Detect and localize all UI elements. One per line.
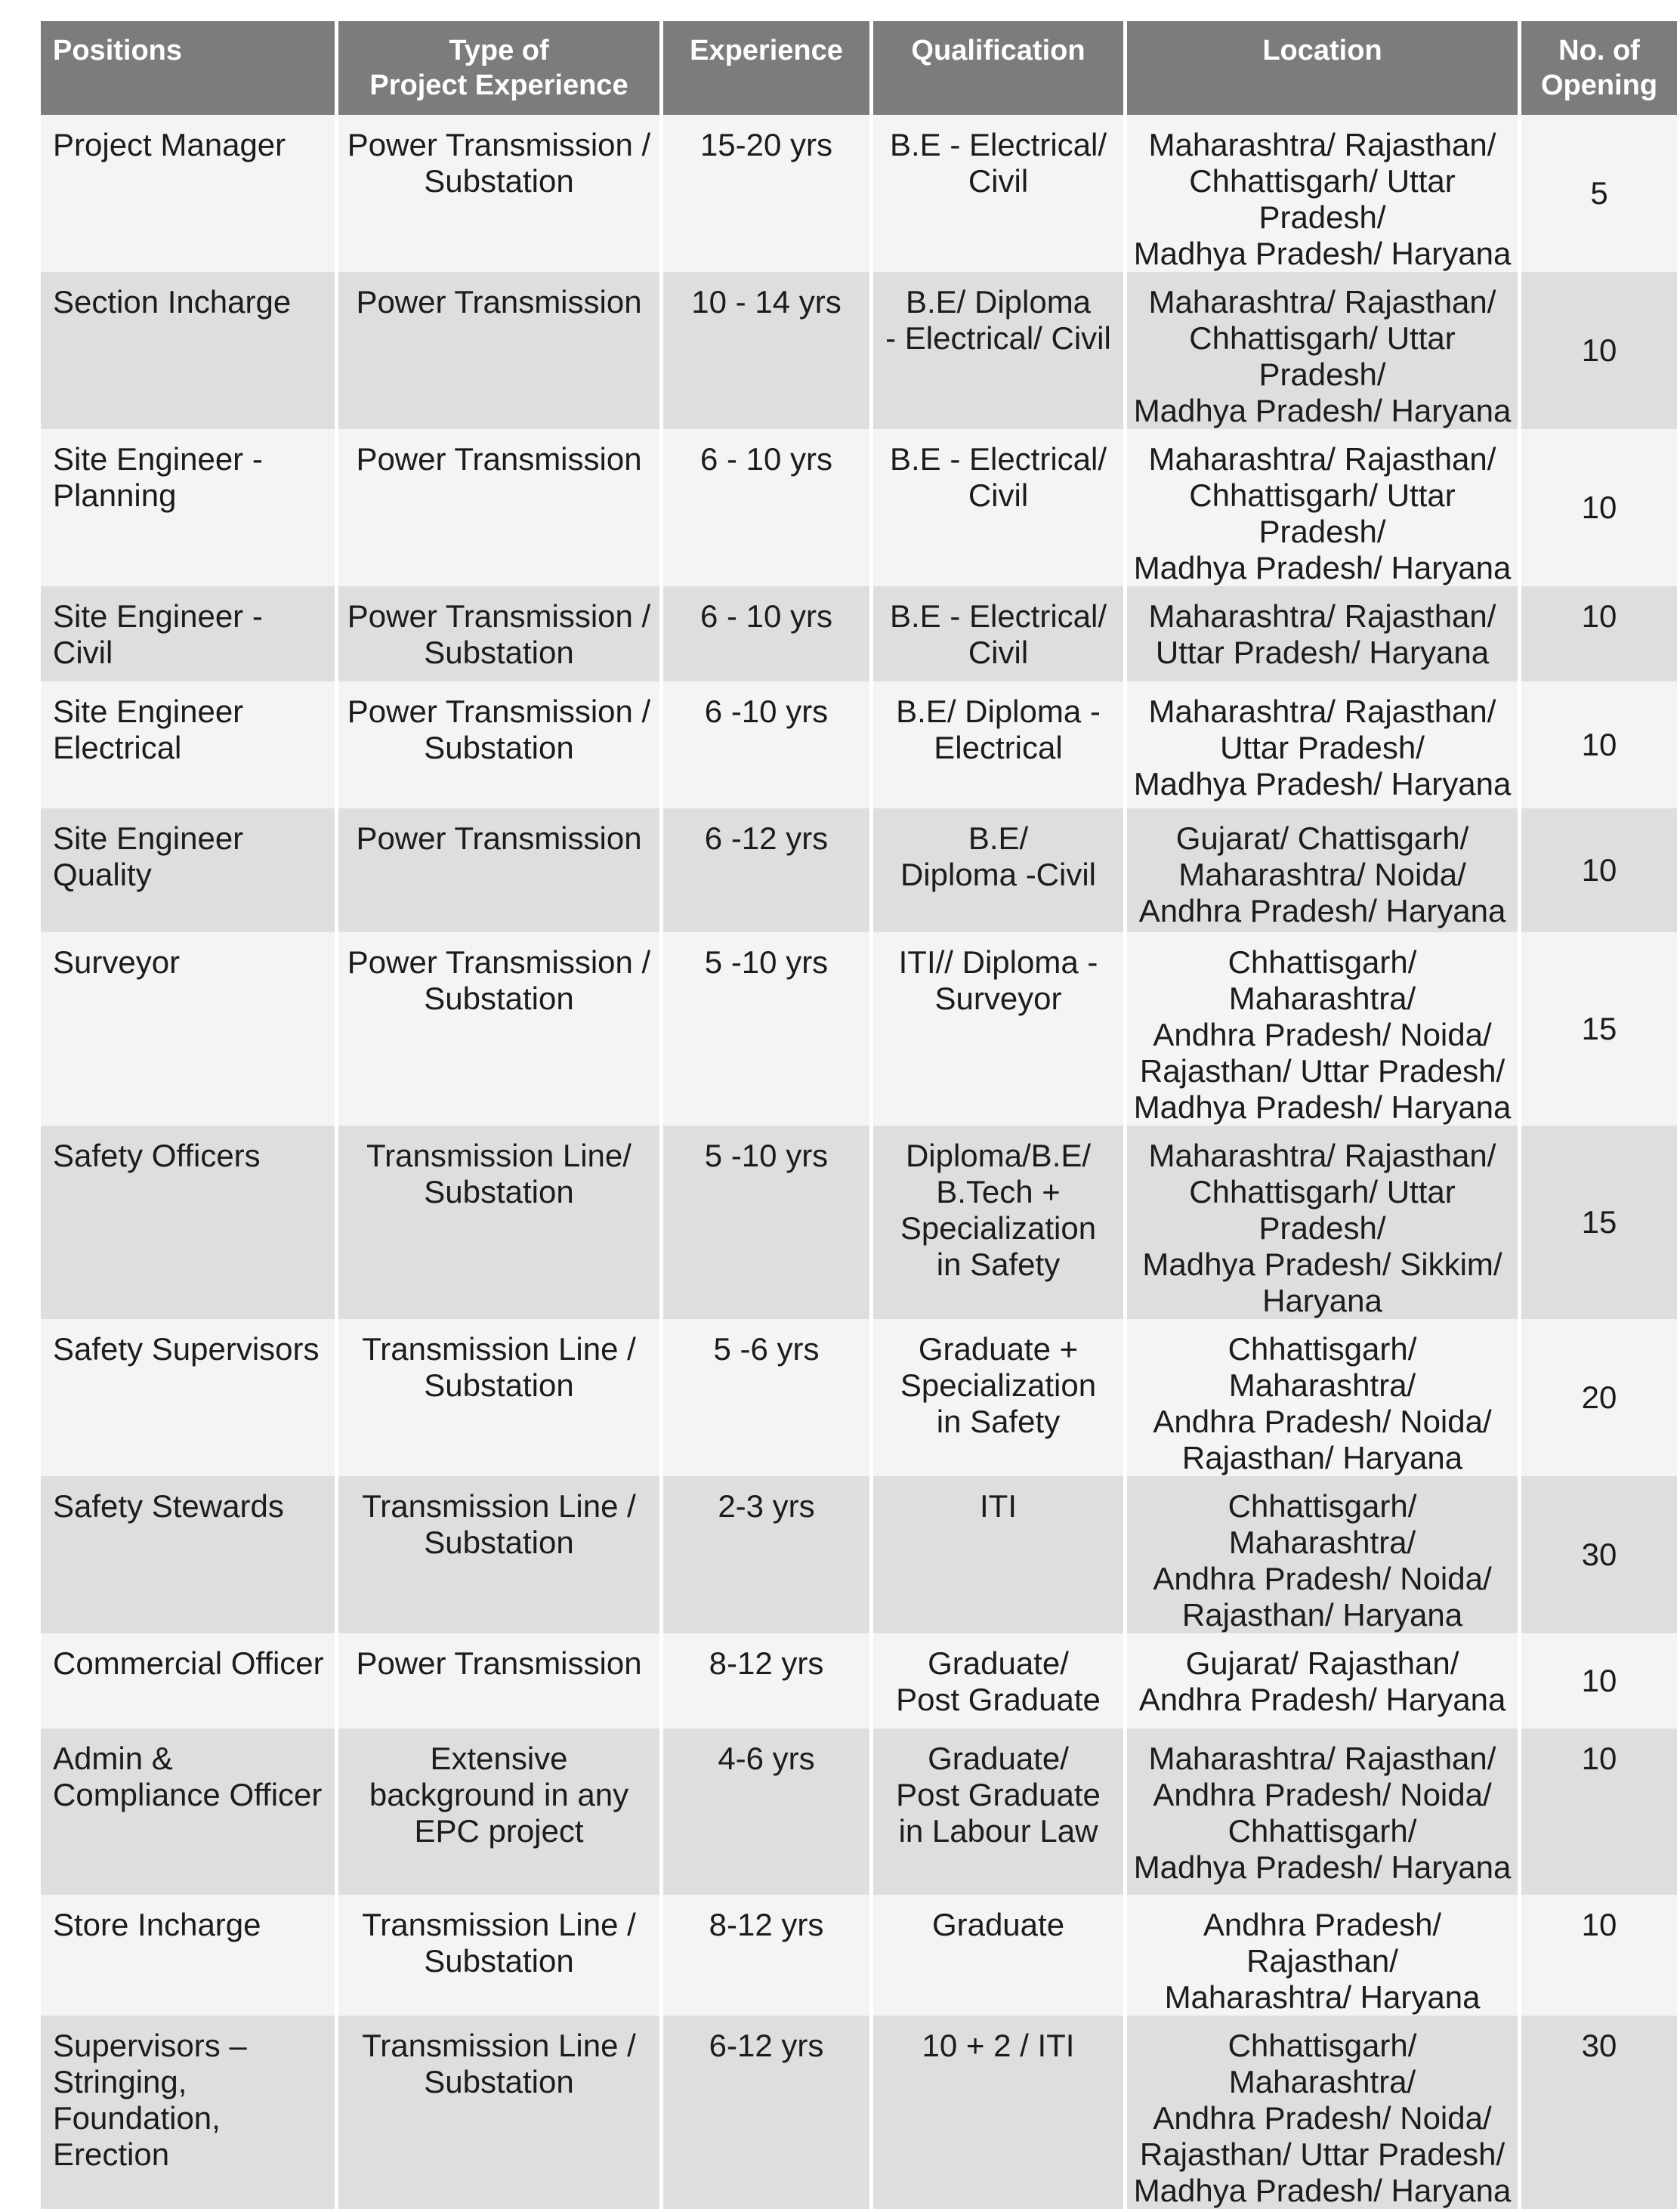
qualification-cell: B.E - Electrical/ Civil xyxy=(873,115,1127,272)
table-row xyxy=(41,586,1677,681)
position-cell: Store Incharge xyxy=(41,1895,338,2016)
table-row xyxy=(41,1126,1677,1319)
qualification-cell: Graduate/ Post Graduate xyxy=(873,1633,1127,1729)
openings-cell: 30 xyxy=(1521,1476,1677,1633)
qualification-cell: ITI// Diploma - Surveyor xyxy=(873,932,1127,1126)
project-type-cell: Power Transmission / Substation xyxy=(338,586,663,681)
position-cell: Surveyor xyxy=(41,932,338,1126)
table-row xyxy=(41,681,1677,808)
header-no-of-opening: No. of Opening xyxy=(1521,21,1677,115)
header-location: Location xyxy=(1127,21,1521,115)
position-cell: Supervisors – Stringing, Foundation, Erection xyxy=(41,2016,338,2209)
openings-cell: 10 xyxy=(1521,808,1677,932)
project-type-cell: Transmission Line / Substation xyxy=(338,2016,663,2209)
project-type-cell: Power Transmission xyxy=(338,1633,663,1729)
openings-cell: 15 xyxy=(1521,932,1677,1126)
experience-cell: 5 -6 yrs xyxy=(663,1319,873,1476)
openings-cell: 10 xyxy=(1521,429,1677,586)
location-cell: Chhattisgarh/ Maharashtra/ Andhra Pradesh/ Noida/ Rajasthan/ Uttar Pradesh/ Madhya Pradesh/ Haryana xyxy=(1127,2016,1521,2209)
header-positions: Positions xyxy=(41,21,338,115)
qualification-cell: Graduate xyxy=(873,1895,1127,2016)
project-type-cell: Power Transmission / Substation xyxy=(338,115,663,272)
job-openings-panel xyxy=(41,21,1677,2208)
qualification-cell: ITI xyxy=(873,1476,1127,1633)
location-cell: Maharashtra/ Rajasthan/ Chhattisgarh/ Uttar Pradesh/ Madhya Pradesh/ Haryana xyxy=(1127,115,1521,272)
table-body xyxy=(41,115,1677,2209)
position-cell: Project Manager xyxy=(41,115,338,272)
project-type-cell: Power Transmission / Substation xyxy=(338,932,663,1126)
table-row xyxy=(41,1633,1677,1729)
qualification-cell: B.E/ Diploma - Electrical xyxy=(873,681,1127,808)
experience-cell: 5 -10 yrs xyxy=(663,1126,873,1319)
location-cell: Maharashtra/ Rajasthan/ Chhattisgarh/ Uttar Pradesh/ Madhya Pradesh/ Sikkim/ Haryana xyxy=(1127,1126,1521,1319)
openings-cell: 20 xyxy=(1521,1319,1677,1476)
experience-cell: 2-3 yrs xyxy=(663,1476,873,1633)
table-header xyxy=(41,21,1677,115)
openings-cell: 15 xyxy=(1521,1126,1677,1319)
table-row xyxy=(41,1729,1677,1895)
position-cell: Site Engineer - Civil xyxy=(41,586,338,681)
position-cell: Site Engineer Quality xyxy=(41,808,338,932)
experience-cell: 4-6 yrs xyxy=(663,1729,873,1895)
project-type-cell: Power Transmission xyxy=(338,429,663,586)
experience-cell: 8-12 yrs xyxy=(663,1895,873,2016)
location-cell: Chhattisgarh/ Maharashtra/ Andhra Pradesh/ Noida/ Rajasthan/ Haryana xyxy=(1127,1476,1521,1633)
table-row xyxy=(41,1895,1677,2016)
openings-cell: 10 xyxy=(1521,272,1677,429)
qualification-cell: Graduate/ Post Graduate in Labour Law xyxy=(873,1729,1127,1895)
experience-cell: 15-20 yrs xyxy=(663,115,873,272)
location-cell: Maharashtra/ Rajasthan/ Chhattisgarh/ Uttar Pradesh/ Madhya Pradesh/ Haryana xyxy=(1127,272,1521,429)
experience-cell: 5 -10 yrs xyxy=(663,932,873,1126)
project-type-cell: Extensive background in any EPC project xyxy=(338,1729,663,1895)
qualification-cell: B.E/ Diploma - Electrical/ Civil xyxy=(873,272,1127,429)
experience-cell: 10 - 14 yrs xyxy=(663,272,873,429)
location-cell: Chhattisgarh/ Maharashtra/ Andhra Pradesh/ Noida/ Rajasthan/ Uttar Pradesh/ Madhya Pradesh/ Haryana xyxy=(1127,932,1521,1126)
qualification-cell: Graduate + Specialization in Safety xyxy=(873,1319,1127,1476)
location-cell: Maharashtra/ Rajasthan/ Andhra Pradesh/ Noida/ Chhattisgarh/ Madhya Pradesh/ Haryana xyxy=(1127,1729,1521,1895)
qualification-cell: B.E - Electrical/ Civil xyxy=(873,429,1127,586)
location-cell: Gujarat/ Chattisgarh/ Maharashtra/ Noida/ Andhra Pradesh/ Haryana xyxy=(1127,808,1521,932)
experience-cell: 6 - 10 yrs xyxy=(663,429,873,586)
header-row xyxy=(41,21,1677,115)
position-cell: Safety Stewards xyxy=(41,1476,338,1633)
openings-cell: 10 xyxy=(1521,586,1677,681)
position-cell: Safety Officers xyxy=(41,1126,338,1319)
project-type-cell: Power Transmission xyxy=(338,272,663,429)
header-qualification: Qualification xyxy=(873,21,1127,115)
experience-cell: 6 -12 yrs xyxy=(663,808,873,932)
project-type-cell: Transmission Line / Substation xyxy=(338,1476,663,1633)
location-cell: Chhattisgarh/ Maharashtra/ Andhra Pradesh/ Noida/ Rajasthan/ Haryana xyxy=(1127,1319,1521,1476)
experience-cell: 8-12 yrs xyxy=(663,1633,873,1729)
location-cell: Maharashtra/ Rajasthan/ Uttar Pradesh/ Madhya Pradesh/ Haryana xyxy=(1127,681,1521,808)
location-cell: Maharashtra/ Rajasthan/ Uttar Pradesh/ Haryana xyxy=(1127,586,1521,681)
header-experience: Experience xyxy=(663,21,873,115)
table-row xyxy=(41,1476,1677,1633)
position-cell: Section Incharge xyxy=(41,272,338,429)
position-cell: Site Engineer - Planning xyxy=(41,429,338,586)
experience-cell: 6-12 yrs xyxy=(663,2016,873,2209)
project-type-cell: Power Transmission / Substation xyxy=(338,681,663,808)
project-type-cell: Transmission Line/ Substation xyxy=(338,1126,663,1319)
project-type-cell: Transmission Line / Substation xyxy=(338,1319,663,1476)
position-cell: Site Engineer Electrical xyxy=(41,681,338,808)
table-row xyxy=(41,2016,1677,2209)
qualification-cell: Diploma/B.E/ B.Tech + Specialization in Safety xyxy=(873,1126,1127,1319)
qualification-cell: 10 + 2 / ITI xyxy=(873,2016,1127,2209)
openings-cell: 10 xyxy=(1521,1895,1677,2016)
location-cell: Andhra Pradesh/ Rajasthan/ Maharashtra/ Haryana xyxy=(1127,1895,1521,2016)
position-cell: Commercial Officer xyxy=(41,1633,338,1729)
experience-cell: 6 -10 yrs xyxy=(663,681,873,808)
header-type-of-project-experience: Type of Project Experience xyxy=(338,21,663,115)
location-cell: Maharashtra/ Rajasthan/ Chhattisgarh/ Uttar Pradesh/ Madhya Pradesh/ Haryana xyxy=(1127,429,1521,586)
openings-cell: 10 xyxy=(1521,1729,1677,1895)
table-row xyxy=(41,429,1677,586)
openings-cell: 10 xyxy=(1521,1633,1677,1729)
table-row xyxy=(41,1319,1677,1476)
position-cell: Safety Supervisors xyxy=(41,1319,338,1476)
experience-cell: 6 - 10 yrs xyxy=(663,586,873,681)
openings-cell: 30 xyxy=(1521,2016,1677,2209)
qualification-cell: B.E/ Diploma -Civil xyxy=(873,808,1127,932)
qualification-cell: B.E - Electrical/ Civil xyxy=(873,586,1127,681)
project-type-cell: Transmission Line / Substation xyxy=(338,1895,663,2016)
openings-cell: 10 xyxy=(1521,681,1677,808)
table-row xyxy=(41,272,1677,429)
table-row xyxy=(41,932,1677,1126)
position-cell: Admin & Compliance Officer xyxy=(41,1729,338,1895)
openings-cell: 5 xyxy=(1521,115,1677,272)
job-openings-table xyxy=(41,21,1677,2209)
project-type-cell: Power Transmission xyxy=(338,808,663,932)
table-row xyxy=(41,808,1677,932)
table-row xyxy=(41,115,1677,272)
location-cell: Gujarat/ Rajasthan/ Andhra Pradesh/ Haryana xyxy=(1127,1633,1521,1729)
